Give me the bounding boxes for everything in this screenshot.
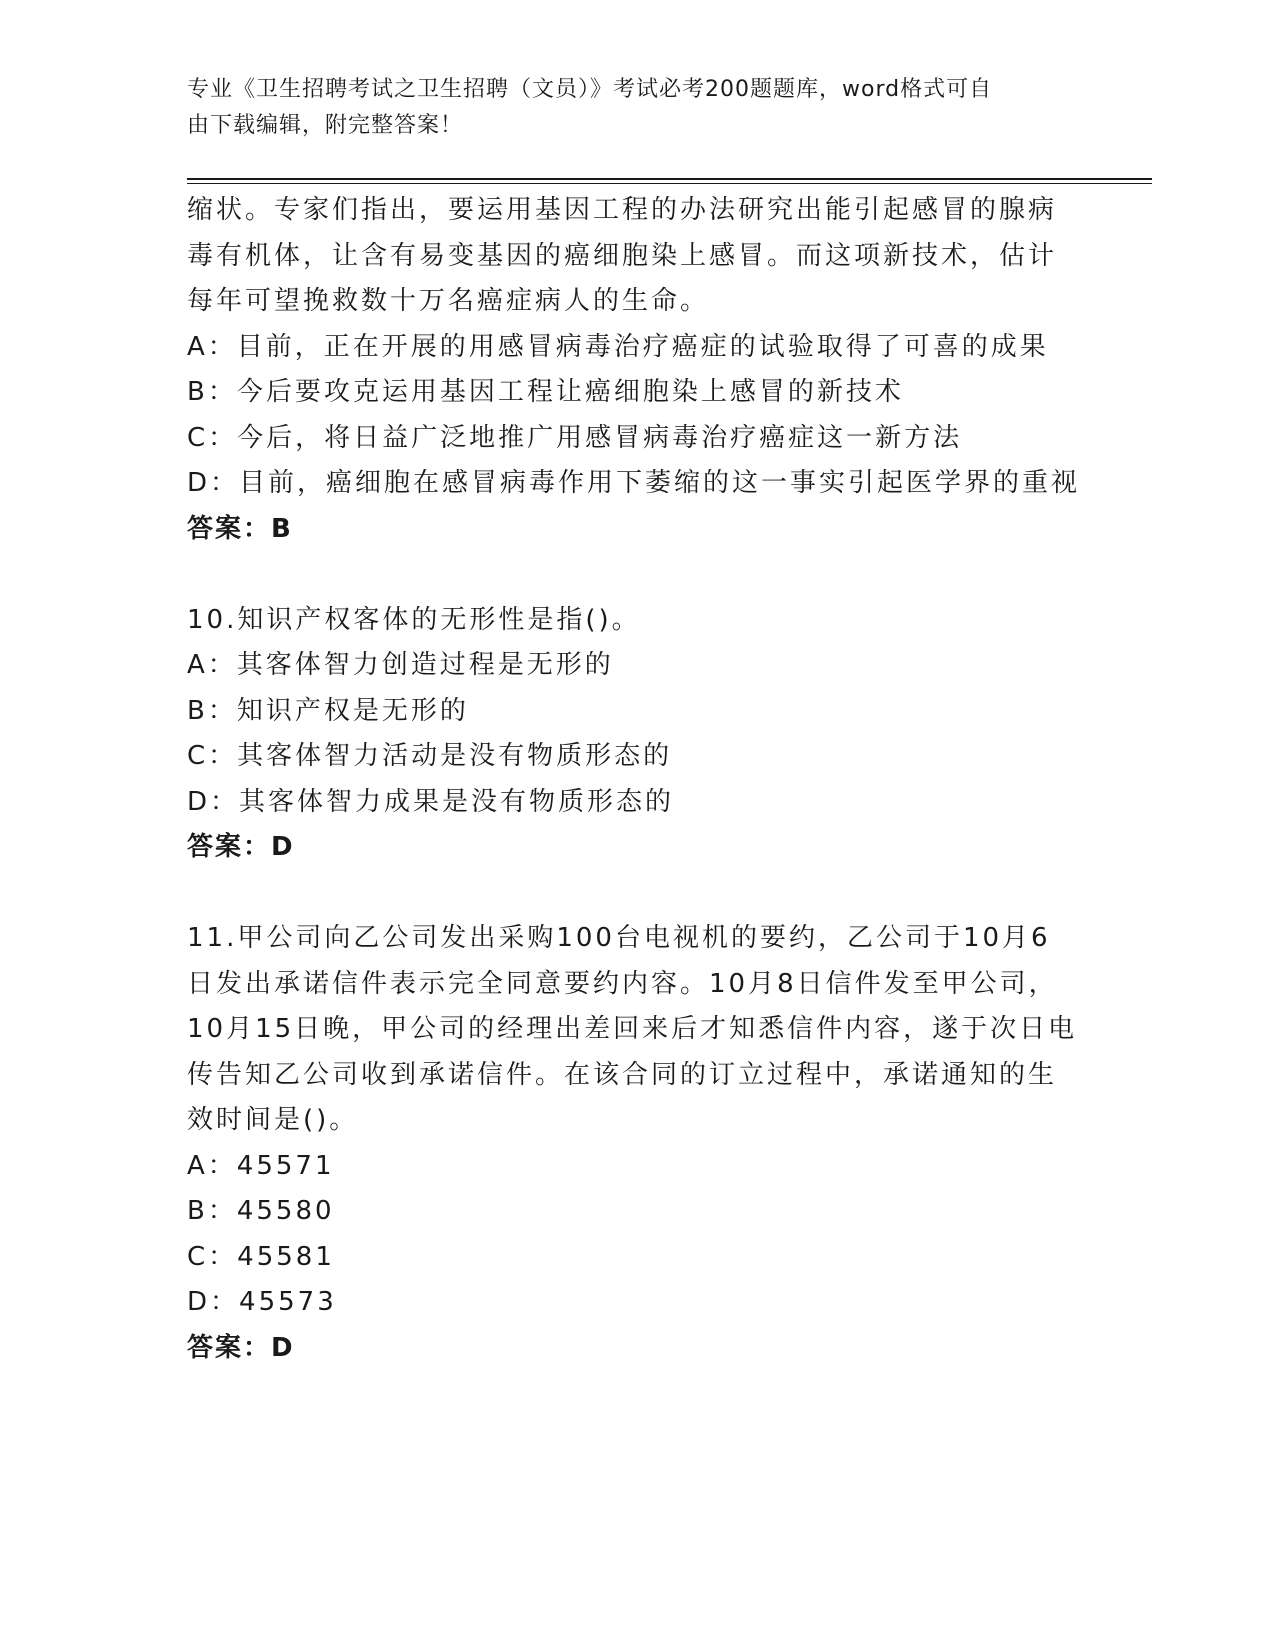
- answer-label: 答案：D: [187, 1332, 295, 1363]
- option-a: A：目前，正在开展的用感冒病毒治疗癌症的试验取得了可喜的成果: [187, 331, 1049, 362]
- option-c: C：其客体智力活动是没有物质形态的: [187, 741, 673, 771]
- stem-line: 日发出承诺信件表示完全同意要约内容。10月8日信件发至甲公司，: [187, 968, 1058, 999]
- header-line-2: 由下载编辑，附完整答案！: [187, 113, 464, 138]
- option-d: D：其客体智力成果是没有物质形态的: [187, 786, 675, 817]
- option-b: B：45580: [187, 1196, 335, 1226]
- stem-line: 缩状。专家们指出，要运用基因工程的办法研究出能引起感冒的腺病: [187, 195, 1058, 225]
- stem-line: 10月15日晚，甲公司的经理出差回来后才知悉信件内容，遂于次日电: [187, 1014, 1078, 1044]
- answer-label: 答案：B: [187, 513, 293, 544]
- stem-line: 11.甲公司向乙公司发出采购100台电视机的要约，乙公司于10月6: [187, 923, 1051, 953]
- stem-line: 效时间是()。: [187, 1105, 359, 1135]
- question-9-continuation: [187, 188, 1087, 552]
- stem-line: 传告知乙公司收到承诺信件。在该合同的订立过程中，承诺通知的生: [187, 1059, 1058, 1090]
- option-b: B：今后要攻克运用基因工程让癌细胞染上感冒的新技术: [187, 377, 904, 407]
- option-c: C：今后，将日益广泛地推广用感冒病毒治疗癌症这一新方法: [187, 422, 963, 453]
- document-header: [187, 72, 1067, 144]
- question-11: [187, 916, 1087, 1371]
- spacer: [187, 552, 1087, 598]
- option-a: A：其客体智力创造过程是无形的: [187, 650, 614, 680]
- answer-label: 答案：D: [187, 832, 295, 862]
- option-d: D：45573: [187, 1287, 337, 1317]
- header-divider-thick: [187, 178, 1152, 180]
- spacer: [187, 871, 1087, 917]
- option-b: B：知识产权是无形的: [187, 695, 469, 726]
- header-divider-thin: [187, 183, 1152, 184]
- stem-line: 每年可望挽救数十万名癌症病人的生命。: [187, 286, 710, 316]
- question-stem: 10.知识产权客体的无形性是指()。: [187, 604, 641, 635]
- option-a: A：45571: [187, 1150, 335, 1181]
- option-d: D：目前，癌细胞在感冒病毒作用下萎缩的这一事实引起医学界的重视: [187, 468, 1081, 498]
- question-10: [187, 598, 1087, 871]
- header-line-1: 专业《卫生招聘考试之卫生招聘（文员）》考试必考200题题库，word格式可自: [187, 77, 993, 102]
- option-c: C：45581: [187, 1241, 335, 1272]
- stem-line: 毒有机体，让含有易变基因的癌细胞染上感冒。而这项新技术，估计: [187, 240, 1058, 271]
- question-content: [187, 188, 1087, 1371]
